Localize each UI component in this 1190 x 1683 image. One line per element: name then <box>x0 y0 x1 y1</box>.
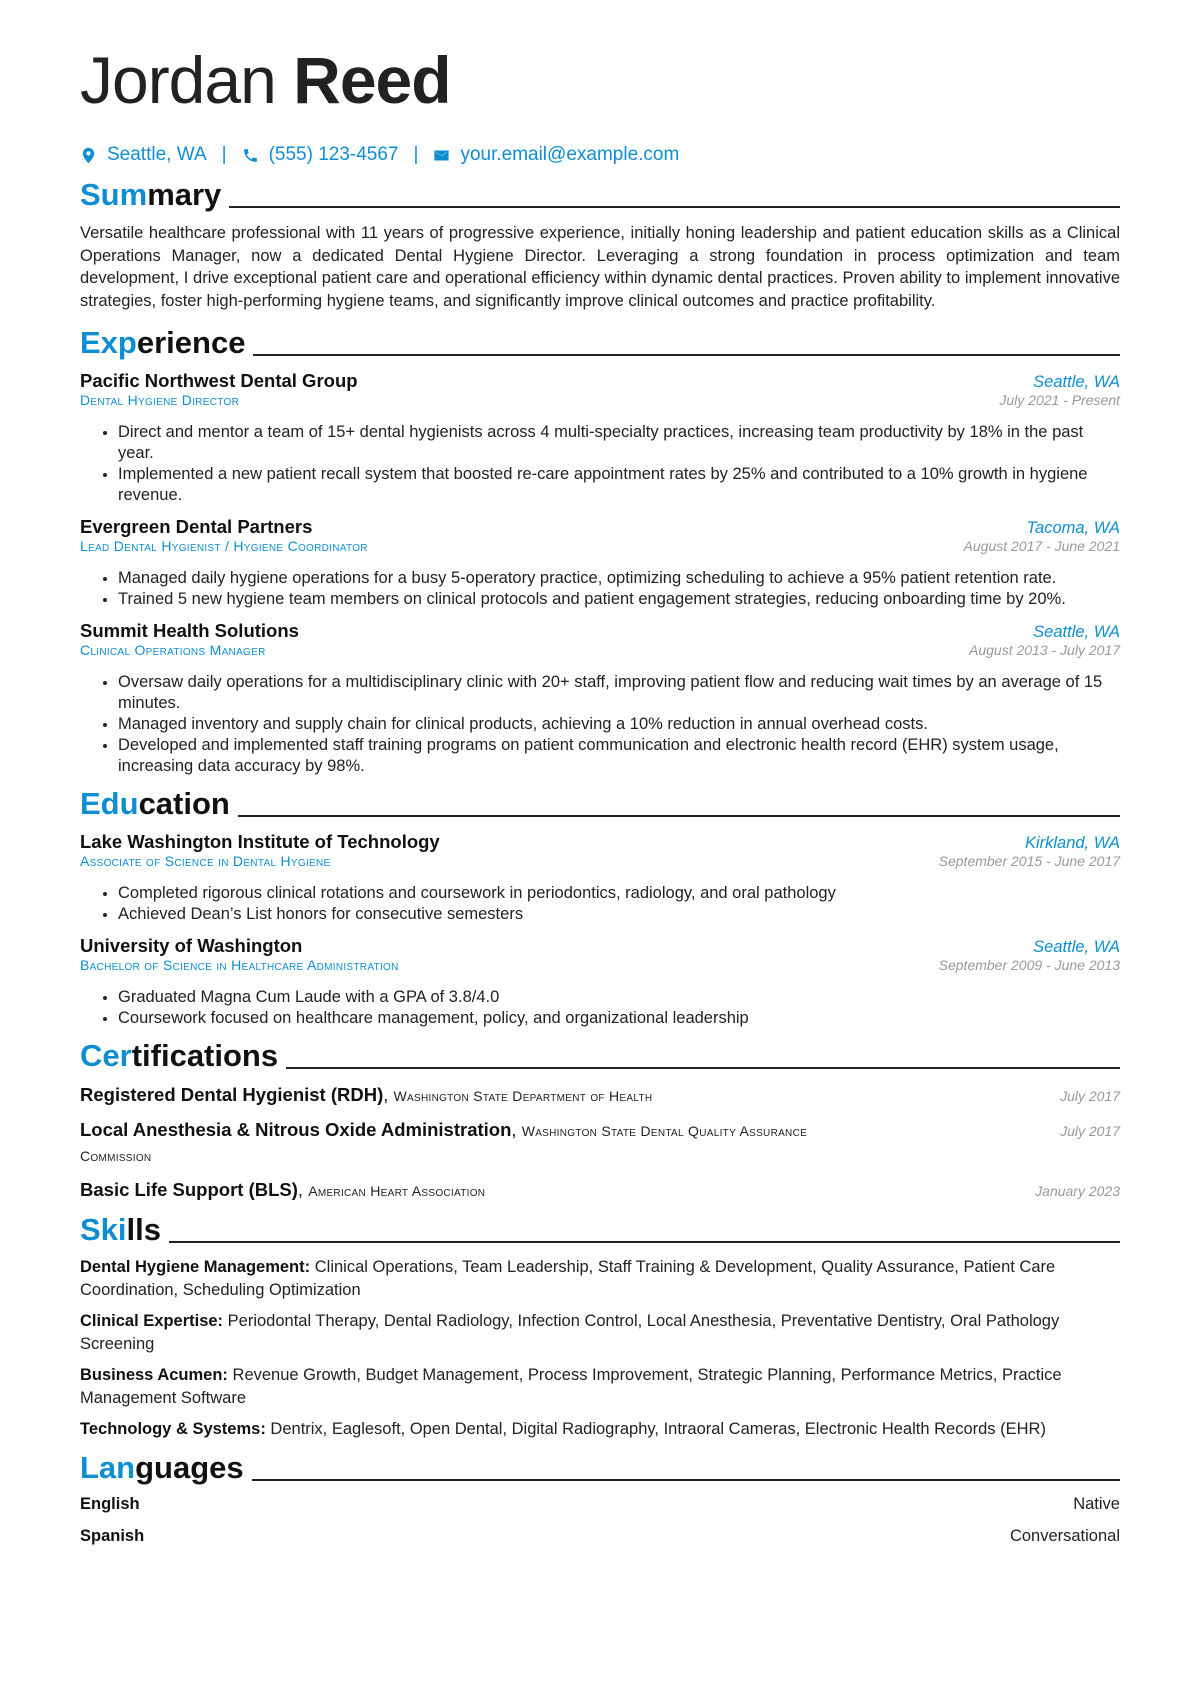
skills-list <box>80 1256 1120 1441</box>
section-title: Education <box>80 786 230 821</box>
bullet-item: • Implemented a new patient recall system that boosted re-care appointment rates by 25% and contributed to a 10% growth in hygiene revenue. <box>118 464 1120 506</box>
summary-heading <box>80 176 1120 212</box>
education-heading <box>80 785 1120 821</box>
job-title: Dental Hygiene Director <box>80 392 240 408</box>
summary-text: Versatile healthcare professional with 11 years of progressive experience, initially honing leadership and patient education skills as a Clinical Operations Manager, now a dedicated Dental Hygiene Director. Leveraging a strong foundation in process optimization and team development, I drive exceptional patient care and operational efficiency within dynamic dental practices. Proven ability to implement innovative strategies, foster high-performing hygiene teams, and significantly improve clinical outcomes and practice profitability. <box>80 224 1120 310</box>
job-title: Lead Dental Hygienist / Hygiene Coordinator <box>80 538 368 554</box>
bullet-item: • Oversaw daily operations for a multidisciplinary clinic with 20+ staff, improving patient flow and reducing wait times by an average of 15 minutes. <box>118 672 1120 714</box>
language-name: Spanish <box>80 1526 145 1545</box>
experience-entry <box>80 620 1120 777</box>
bullet-list <box>80 987 1120 1029</box>
entry-location: Seattle, WA <box>1033 938 1120 956</box>
certification-entry: Local Anesthesia & Nitrous Oxide Administration, Washington State Dental Quality Assurance Commission July 2017 <box>80 1119 1120 1164</box>
section-rule <box>229 206 1120 208</box>
section-rule <box>286 1067 1120 1069</box>
section-title: Skills <box>80 1212 161 1247</box>
bullet-list <box>80 422 1120 506</box>
entry-date: September 2009 - June 2013 <box>938 957 1120 973</box>
entry-location: Kirkland, WA <box>1024 834 1120 852</box>
certification-name: Registered Dental Hygienist (RDH) <box>80 1084 384 1105</box>
certifications-list <box>80 1083 1120 1203</box>
experience-entry <box>80 370 1120 506</box>
entry-location: Tacoma, WA <box>1026 519 1120 537</box>
section-rule <box>253 354 1120 356</box>
school-name: University of Washington <box>80 935 303 956</box>
bullet-item: • Managed daily hygiene operations for a busy 5-operatory practice, optimizing scheduling to achieve a 95% patient retention rate. <box>118 568 1120 589</box>
entry-location: Seattle, WA <box>1033 623 1120 641</box>
bullet-item: • Trained 5 new hygiene team members on clinical protocols and patient engagement strategies, reducing onboarding time by 20%. <box>118 589 1120 610</box>
skill-label: Dental Hygiene Management: <box>80 1258 311 1276</box>
location-item <box>80 144 207 166</box>
map-marker-icon <box>80 147 97 164</box>
section-rule <box>169 1241 1120 1243</box>
bullet-item: • Coursework focused on healthcare management, policy, and organizational leadership <box>118 1008 1120 1029</box>
skill-label: Business Acumen: <box>80 1366 228 1384</box>
envelope-icon <box>433 147 450 164</box>
resume-page <box>80 40 1120 1549</box>
location-text: Seattle, WA <box>107 144 207 165</box>
school-name: Lake Washington Institute of Technology <box>80 831 440 852</box>
entry-location: Seattle, WA <box>1033 373 1120 391</box>
employer-name: Evergreen Dental Partners <box>80 516 313 537</box>
section-title: Experience <box>80 325 246 360</box>
bullet-item: • Direct and mentor a team of 15+ dental hygienists across 4 multi-specialty practices, increasing team productivity by 18% in the past year. <box>118 422 1120 464</box>
bullet-item: • Developed and implemented staff training programs on patient communication and electronic health record (EHR) system usage, increasing data accuracy by 98%. <box>118 735 1120 777</box>
phone-text: (555) 123-4567 <box>268 144 399 165</box>
degree-name: Bachelor of Science in Healthcare Administration <box>80 957 399 973</box>
last-name: Reed <box>293 43 451 117</box>
certification-entry: Basic Life Support (BLS), American Heart Association January 2023 <box>80 1179 1120 1200</box>
education-list <box>80 831 1120 1029</box>
bullet-list <box>80 883 1120 925</box>
skill-label: Technology & Systems: <box>80 1420 266 1438</box>
skill-group <box>80 1418 1120 1441</box>
section-title: Languages <box>80 1449 244 1485</box>
certification-name: Local Anesthesia & Nitrous Oxide Administration <box>80 1119 512 1140</box>
language-level: Conversational <box>1009 1526 1120 1545</box>
certification-entry: Registered Dental Hygienist (RDH), Washington State Department of Health July 2017 <box>80 1084 1120 1105</box>
first-name: Jordan <box>80 43 276 117</box>
phone-item[interactable] <box>242 144 399 166</box>
bullet-item: • Managed inventory and supply chain for clinical products, achieving a 10% reduction in annual overhead costs. <box>118 714 1120 735</box>
experience-list <box>80 370 1120 777</box>
job-title: Clinical Operations Manager <box>80 642 266 658</box>
contact-separator: | <box>413 144 419 165</box>
bullet-item: • Graduated Magna Cum Laude with a GPA of 3.8/4.0 <box>118 987 1120 1008</box>
bullet-item: • Achieved Dean’s List honors for consecutive semesters <box>118 904 1120 925</box>
language-name: English <box>80 1494 140 1513</box>
degree-name: Associate of Science in Dental Hygiene <box>80 853 331 869</box>
contact-info <box>80 142 1120 168</box>
skill-values: Dentrix, Eaglesoft, Open Dental, Digital Radiography, Intraoral Cameras, Electronic Health Records (EHR) <box>270 1420 1046 1438</box>
candidate-name <box>80 40 1120 122</box>
certification-issuer: American Heart Association <box>308 1183 486 1199</box>
entry-date: August 2017 - June 2021 <box>963 538 1120 554</box>
email-link: your.email@example.com <box>460 144 680 165</box>
education-entry <box>80 935 1120 1029</box>
language-entry <box>80 1527 1120 1549</box>
skill-group <box>80 1364 1120 1409</box>
section-title: Certifications <box>80 1038 279 1073</box>
entry-date: August 2013 - July 2017 <box>969 642 1120 658</box>
languages-heading <box>80 1449 1120 1485</box>
certification-issuer: Washington State Department of Health <box>393 1088 653 1104</box>
bullet-item: • Completed rigorous clinical rotations and coursework in periodontics, radiology, and oral pathology <box>118 883 1120 904</box>
certifications-heading <box>80 1037 1120 1073</box>
language-level: Native <box>1073 1494 1120 1513</box>
section-rule <box>252 1479 1120 1481</box>
entry-date: September 2015 - June 2017 <box>938 853 1120 869</box>
experience-entry <box>80 516 1120 610</box>
certification-date: July 2017 <box>1060 1088 1120 1104</box>
email-item[interactable] <box>433 144 679 166</box>
skill-values: Periodontal Therapy, Dental Radiology, Infection Control, Local Anesthesia, Preventative Dentistry, Oral Pathology Screening <box>80 1312 1060 1353</box>
certification-issuer: Washington State Dental Quality Assurance Commission <box>80 1123 808 1164</box>
certification-date: July 2017 <box>1060 1123 1120 1139</box>
skill-group <box>80 1310 1120 1355</box>
skill-values: Revenue Growth, Budget Management, Process Improvement, Strategic Planning, Performance Metrics, Practice Management Software <box>80 1366 1062 1407</box>
bullet-list <box>80 672 1120 777</box>
section-title: Summary <box>80 177 222 212</box>
contact-separator: | <box>221 144 227 165</box>
skill-values: Clinical Operations, Team Leadership, Staff Training & Development, Quality Assurance, Patient Care Coordination, Scheduling Optimization <box>80 1258 1056 1299</box>
bullet-list <box>80 568 1120 610</box>
skill-label: Clinical Expertise: <box>80 1312 224 1330</box>
certification-date: January 2023 <box>1035 1183 1120 1199</box>
employer-name: Pacific Northwest Dental Group <box>80 370 358 391</box>
education-entry <box>80 831 1120 925</box>
certification-name: Basic Life Support (BLS) <box>80 1179 298 1200</box>
skills-heading <box>80 1211 1120 1247</box>
employer-name: Summit Health Solutions <box>80 620 299 641</box>
experience-heading <box>80 324 1120 360</box>
language-entry <box>80 1495 1120 1517</box>
entry-date: July 2021 - Present <box>999 392 1120 408</box>
phone-icon <box>242 147 259 164</box>
languages-list <box>80 1495 1120 1549</box>
section-rule <box>238 815 1120 817</box>
skill-group <box>80 1256 1120 1301</box>
